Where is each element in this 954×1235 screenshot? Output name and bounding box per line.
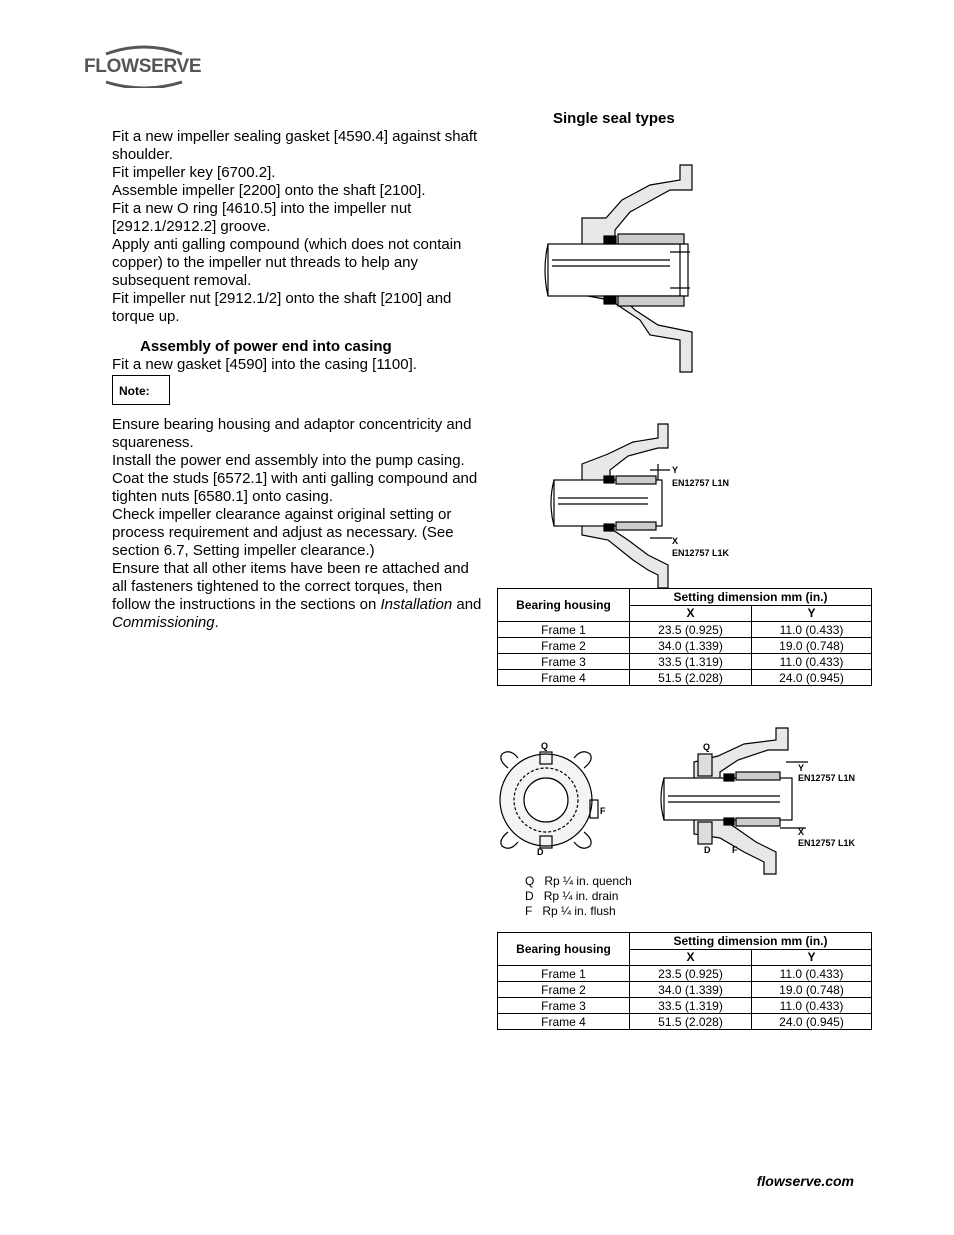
f-label-section: F (732, 845, 738, 855)
f-label: F (600, 806, 606, 816)
q-label-section: Q (703, 742, 711, 752)
step-oring: Fit a new O ring [4610.5] into the impeller nut [2912.1/2912.2] groove. (112, 200, 412, 235)
header-bearing: Bearing housing (498, 589, 630, 622)
logo-text: FLOWSERVE (84, 56, 202, 77)
x-standard-label-3: EN12757 L1K (798, 838, 856, 848)
gland-end-view (496, 738, 611, 858)
y-standard-label-3: EN12757 L1N (798, 773, 856, 783)
legend-item: D Rp ¼ in. drain (525, 889, 619, 903)
section-title: Single seal types (553, 110, 675, 127)
table-row: Frame 2 34.0 (1.339) 19.0 (0.748) (498, 982, 872, 998)
step-nut: Fit impeller nut [2912.1/2] onto the shaft [2100] and torque up. (112, 290, 452, 325)
note-box (112, 375, 170, 405)
x-label: X (672, 536, 679, 546)
y-label: Y (672, 465, 679, 475)
table-row: Frame 1 23.5 (0.925) 11.0 (0.433) (498, 622, 872, 638)
table-row: Frame 4 51.5 (2.028) 24.0 (0.945) (498, 670, 872, 686)
x-standard-label: EN12757 L1K (672, 548, 730, 558)
table-row: Frame 3 33.5 (1.319) 11.0 (0.433) (498, 654, 872, 670)
step-concentricity: Ensure bearing housing and adaptor concentricity and squareness. (112, 416, 472, 451)
commissioning-ref: Commissioning (112, 614, 215, 631)
header-x: X (630, 605, 752, 622)
subheading: Assembly of power end into casing (140, 338, 392, 355)
setting-table-2 (497, 932, 872, 1030)
legend-item: Q Rp ¼ in. quench (525, 874, 632, 888)
seal-diagram-1 (540, 160, 700, 375)
seal-diagram-2 (548, 420, 748, 590)
step-install: Install the power end assembly into the pump casing. Coat the studs [6572.1] with anti galling compound and tighten nuts [6580.1] onto casing. (112, 452, 478, 505)
note-label: Note: (119, 384, 150, 398)
step-clearance: Check impeller clearance against original setting or process requirement and adjust as necessary. (See section 6.7, Setting impeller clearance.) (112, 506, 454, 559)
seal-diagram-3 (658, 724, 868, 879)
q-label: Q (541, 741, 549, 751)
d-label: D (537, 847, 544, 857)
footer-site[interactable]: flowserve.com (756, 1173, 854, 1189)
flowserve-logo (84, 44, 204, 88)
step-impeller: Assemble impeller [2200] onto the shaft [2100]. (112, 182, 426, 199)
header-y-2: Y (752, 949, 872, 966)
header-y: Y (752, 605, 872, 622)
table-row: Frame 4 51.5 (2.028) 24.0 (0.945) (498, 1014, 872, 1030)
step-final: Ensure that all other items have been re attached and all fasteners tightened to the correct torques, then follow the instructions in the sections on Installation and Commissioning. (112, 560, 482, 631)
setting-table-1 (497, 588, 872, 686)
installation-ref: Installation (380, 596, 453, 613)
table-row: Frame 1 23.5 (0.925) 11.0 (0.433) (498, 966, 872, 982)
table-row: Frame 2 34.0 (1.339) 19.0 (0.748) (498, 638, 872, 654)
header-setting-2: Setting dimension mm (in.) (630, 933, 872, 950)
step-gasket: Fit a new impeller sealing gasket [4590.4] against shaft shoulder. (112, 128, 478, 163)
y-standard-label: EN12757 L1N (672, 478, 730, 488)
header-x-2: X (630, 949, 752, 966)
header-setting: Setting dimension mm (in.) (630, 589, 872, 606)
header-bearing-2: Bearing housing (498, 933, 630, 966)
y-label-3: Y (798, 763, 805, 773)
step-anti-galling: Apply anti galling compound (which does not contain copper) to the impeller nut threads to help any subsequent removal. (112, 236, 462, 289)
table-row: Frame 3 33.5 (1.319) 11.0 (0.433) (498, 998, 872, 1014)
legend-item: F Rp ¼ in. flush (525, 904, 616, 918)
step-casing-gasket: Fit a new gasket [4590] into the casing [1100]. (112, 356, 417, 373)
d-label-section: D (704, 845, 711, 855)
left-column (112, 128, 482, 632)
step-key: Fit impeller key [6700.2]. (112, 164, 276, 181)
connection-legend (525, 874, 632, 919)
x-label-3: X (798, 827, 805, 837)
